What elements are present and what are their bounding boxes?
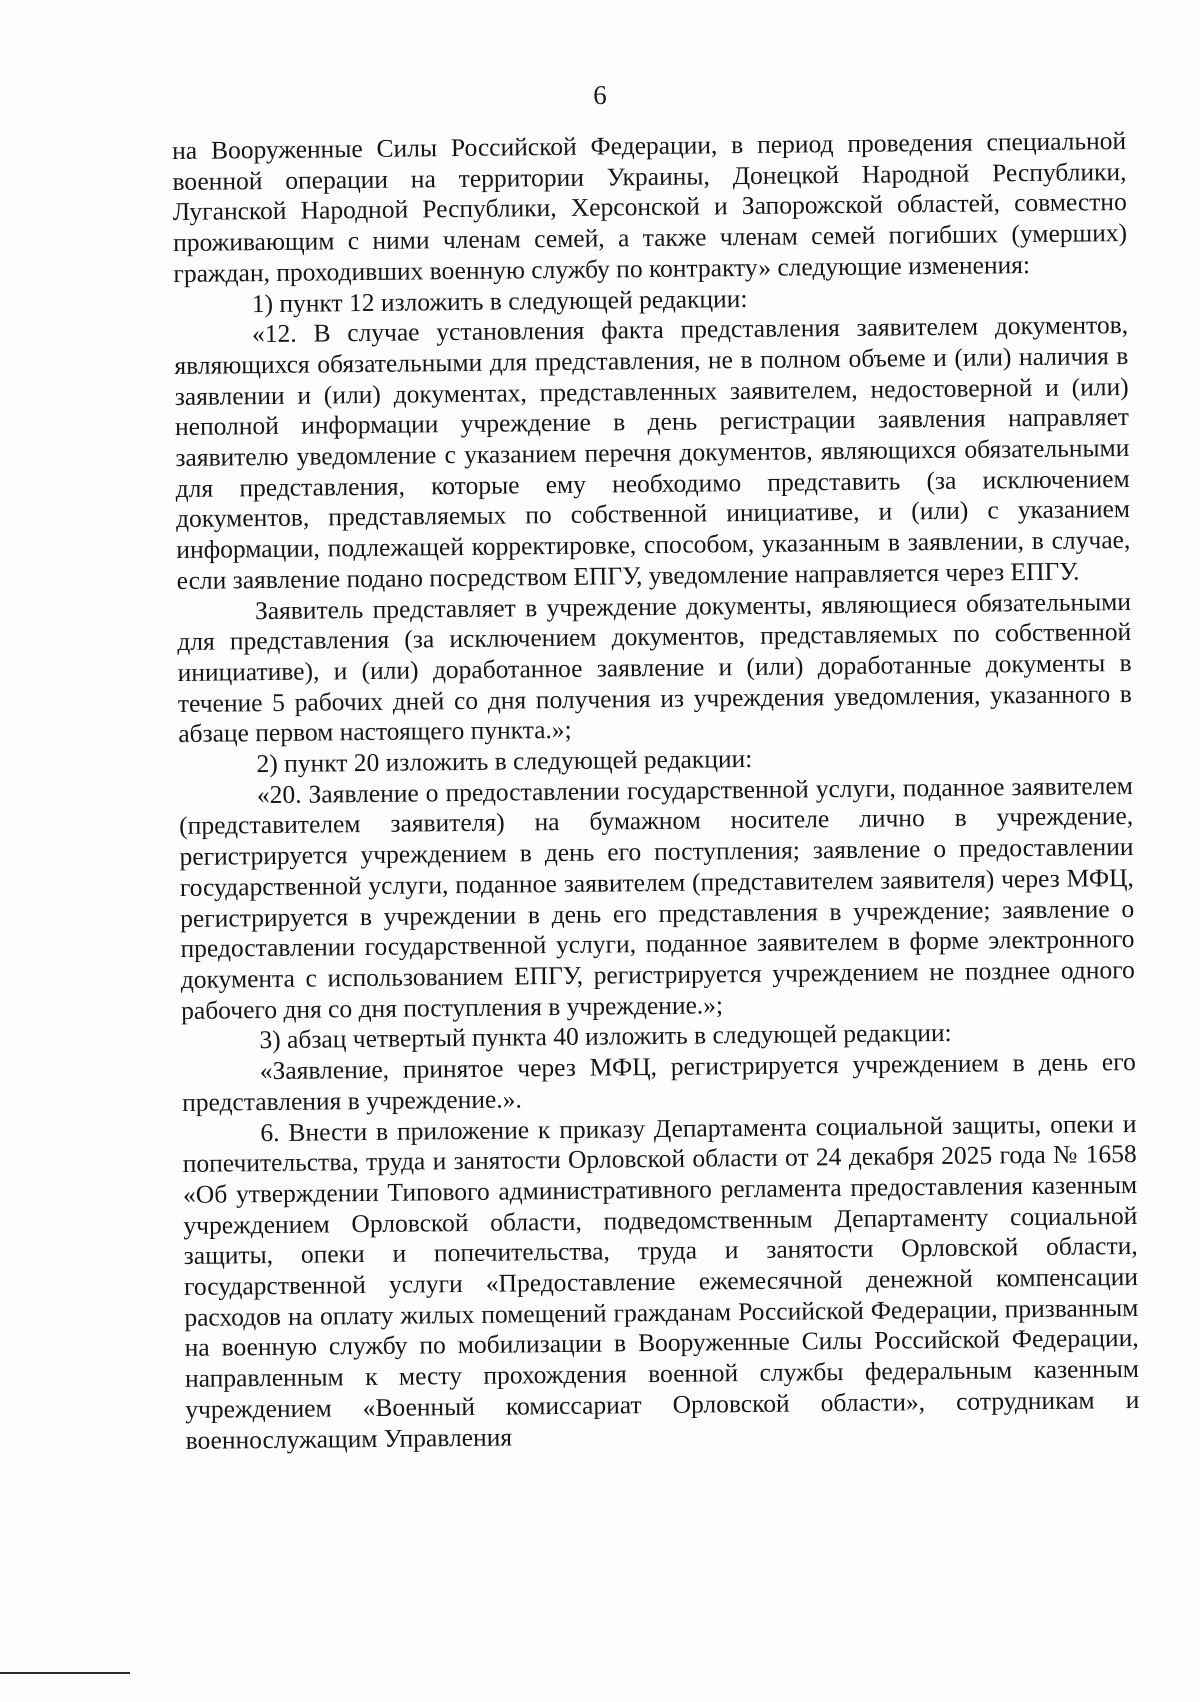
paragraph-9: 6. Внести в приложение к приказу Департамента социальной защиты, опеки и попечительства, труда и занятости Орловской области от 24 декабря 2025 года № 1658 «Об утверждении Типового административного регламента предоставления казенным учреждением Орловской области, подведомственным Департаменту социальной защиты, опеки и попечительства, труда и занятости Орловской области, государственной услуги «Предоставление ежемесячной денежной компенсации расходов на оплату жилых помещений гражданам Российской Федерации, призванным на военную службу по мобилизации в Вооруженные Силы Российской Федерации, направленным к месту прохождения военной службы федеральным казенным учреждением «Военный комиссариат Орловской области», сотрудникам и военнослужащим Управления	[182, 1108, 1140, 1455]
document-body	[172, 126, 1140, 1456]
paragraph-6: «20. Заявление о предоставлении государственной услуги, поданное заявителем (представителем заявителя) на бумажном носителе лично в учреждение, регистрируется учреждением в день его поступления; заявление о предоставлении государственной услуги, поданное заявителем (представителем заявителя) через МФЦ, регистрируется в учреждении в день его представления в учреждение; заявление о предоставлении государственной услуги, поданное заявителем в форме электронного документа с использованием ЕПГУ, регистрируется учреждением не позднее одного рабочего дня со дня поступления в учреждение.»;	[179, 770, 1135, 1025]
paragraph-8: «Заявление, принятое через МФЦ, регистрируется учреждением в день его представления в учреждение.».	[181, 1047, 1136, 1117]
page-number: 6	[593, 80, 607, 110]
paragraph-4: Заявитель представляет в учреждение документы, являющиеся обязательными для представления (за исключением документов, представляемых по собственной инициативе), и (или) доработанное заявление и (или) доработанные документы в течение 5 рабочих дней со дня получения из учреждения уведомления, указанного в абзаце первом настоящего пункта.»;	[177, 586, 1133, 749]
paragraph-1: на Вооруженные Силы Российской Федерации, в период проведения специальной военной операции на территории Украины, Донецкой Народной Республики, Луганской Народной Республики, Херсонской и Запорожской областей, совместно проживающим с ними членам семей, а также членам семей погибших (умерших) граждан, проходивших военную службу по контракту» следующие изменения:	[172, 126, 1128, 288]
paragraph-3: «12. В случае установления факта представления заявителем документов, являющихся обязательными для представления, не в полном объеме и (или) наличия в заявлении и (или) документах, представленных заявителем, недостоверной и (или) неполной информации учреждение в день регистрации заявления направляет заявителю уведомление с указанием перечня документов, являющихся обязательными для представления, которые ему необходимо представить (за исключением документов, представляемых по собственной инициативе, и (или) с указанием информации, подлежащей корректировке, способом, указанным в заявлении, в случае, если заявление подано посредством ЕПГУ, уведомление направляется через ЕПГУ.	[174, 310, 1131, 595]
paragraph-7: 3) абзац четвертый пункта 40 изложить в следующей редакции:	[259, 1018, 952, 1055]
paragraph-2: 1) пункт 12 изложить в следующей редакции:	[251, 283, 748, 318]
scan-edge-line	[0, 1672, 130, 1674]
paragraph-5: 2) пункт 20 изложить в следующей редакции:	[256, 744, 753, 779]
